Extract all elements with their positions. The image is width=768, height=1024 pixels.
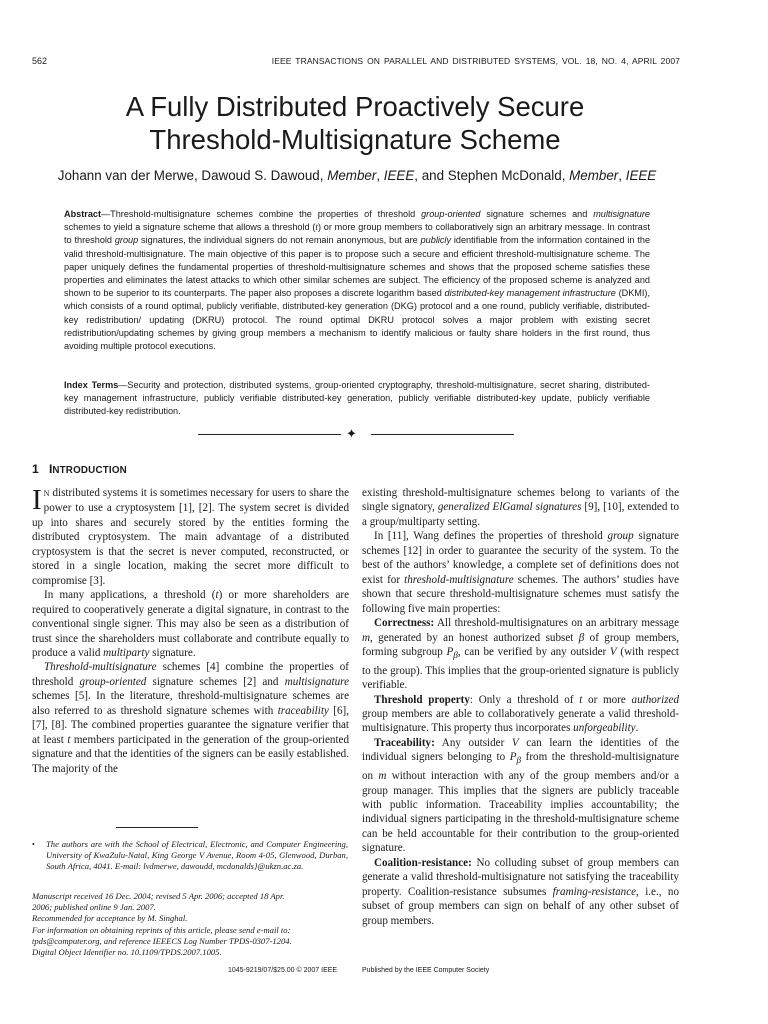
italic-term: multisignature: [284, 675, 349, 688]
paragraph-text: All threshold-multisignatures on an arbitrary message: [434, 617, 679, 630]
italic-term: multiparty: [103, 646, 150, 659]
abstract-italic: distributed-key management infrastructure: [444, 288, 616, 299]
footnote-line: Manuscript received 16 Dec. 2004; revised 5 Apr. 2006; accepted 18 Apr.: [32, 891, 285, 901]
footnote-bullet-icon: •: [32, 840, 35, 849]
section-heading: [32, 462, 127, 476]
italic-term: group-oriented: [79, 675, 147, 688]
paragraph-text: ) or more shareholders are required to cooperatively generate a digital signature, in contrast to the conventional single signer. This may also be seen as a distribution of trust since the shareholders must collaborate and contribute equally to produce a valid: [32, 589, 349, 659]
small-caps: N: [43, 489, 50, 498]
footnote-line: 2006; published online 9 Jan. 2007.: [32, 902, 156, 913]
paragraph-text: [9], [10], extended to a group/multiparty setting.: [362, 501, 679, 528]
paragraph-text: can learn the identities of the individual signers belonging to: [362, 736, 679, 764]
math-var: β: [578, 631, 585, 644]
paragraph-text: In many applications, a threshold (: [44, 589, 216, 602]
property-correctness: [362, 616, 679, 692]
title-line-2: Threshold-Multisignature Scheme: [149, 124, 561, 155]
math-var: P: [446, 645, 454, 658]
abstract-italic: group-oriented: [421, 209, 481, 219]
abstract-text: —Threshold-multisignature schemes combine the properties of threshold: [101, 209, 422, 219]
footnote-line: Digital Object Identifier no. 10.1109/TPDS.2007.1005.: [32, 947, 222, 958]
author-names-2: , and Stephen McDonald,: [414, 168, 570, 183]
copyright-footer: 1045-9219/07/$25.00 © 2007 IEEE: [228, 967, 338, 974]
math-var: P: [509, 751, 517, 764]
abstract-italic: group: [114, 235, 139, 246]
abstract-italic: multisignature: [593, 209, 650, 219]
italic-term: threshold-multisignature: [404, 573, 514, 586]
abstract-text: ) or more group members to collaboratively sign an arbitrary message. In contrast to threshold: [64, 222, 650, 246]
italic-term: authorized: [631, 693, 679, 706]
footnote-line: For information on obtaining reprints of this article, please send e-mail to:: [32, 924, 291, 935]
abstract-text: schemes to yield a signature scheme that allows a threshold (: [64, 222, 316, 233]
paragraph-text: without interaction with any of the group members and/or a group manager. This implies that the signers are publicly traceable with public information. Traceability implies accountability; the individual signers participating in the threshold-multisignature scheme can be held accountable for their contribution to the group-oriented signature.: [362, 770, 679, 855]
section-separator: [198, 428, 514, 442]
abstract-italic: publicly: [420, 235, 452, 246]
drop-cap: I: [32, 484, 42, 516]
left-column: [32, 486, 349, 776]
math-subscript: β: [453, 651, 458, 662]
paragraph-text: In [11], Wang defines the properties of threshold: [374, 530, 608, 543]
abstract-text: signature schemes and: [480, 209, 594, 219]
paragraph-text: schemes [4] combine the properties of threshold: [32, 661, 349, 688]
abstract-text: (DKMI), which consists of a round optimal, publicly verifiable, distributed-key generation (DKG) protocol and a one round, publicly verifiable, distributed-key redistribution/ updating (DKRU) protocol. The round optimal DKRU protocol solves a major problem with existing secret redistribution/updating schemes by giving group members a mechanism to identify malicious or faulty share holders in the first round, thus avoiding multiple protocol executions.: [64, 288, 650, 352]
math-subscript: β: [516, 756, 522, 767]
paragraph-text: (with respect to the group). This implies that the group-oriented signature is publicly verifiable.: [362, 645, 679, 692]
footnote-manuscript-info: [32, 891, 350, 958]
paragraph-text: from the threshold-multisignature on: [362, 751, 679, 783]
paragraph-text: signature schemes [12] in order to guarantee the security of the system. To the best of the authors’ knowledge, a complete set of definitions does not exist for: [362, 530, 679, 586]
math-var: t: [579, 693, 583, 706]
paragraph-text: members participated in the generation of the group-oriented signature and that the identities of the signers can be easily established. The majority of the: [32, 733, 349, 775]
index-terms-text: —Security and protection, distributed systems, group-oriented cryptography, threshold-multisignature, secret sharing, distributed-key management infrastructure, publicly verifiable distributed-key generation, publicly verifiable distributed-key update, publicly verifiable distributed-key redistribution.: [64, 380, 650, 417]
math-var: t: [215, 589, 219, 602]
italic-term: group: [607, 530, 634, 543]
paragraph-text: No colluding subset of group members can generate a valid threshold-multisignature not satisfying the traceability property. Coalition-resistance subsumes: [362, 856, 679, 898]
italic-term: framing-resistance: [552, 885, 637, 898]
section-title-cap: I: [48, 462, 53, 476]
footnote-line: tpds@computer.org, and reference IEEECS Log Number TPDS-0307-1204.: [32, 935, 292, 946]
property-label: Traceability:: [374, 736, 435, 749]
paragraph-text: : Only a threshold of: [469, 693, 580, 706]
paper-title: [0, 90, 710, 156]
property-label: Correctness:: [374, 617, 435, 630]
index-terms-label: Index Terms: [64, 380, 119, 390]
italic-term: generalized ElGamal signatures: [437, 501, 582, 514]
separator-rule-right: [371, 434, 514, 435]
paragraph-text: .: [635, 722, 639, 735]
member-label-1: Member: [327, 168, 377, 183]
property-threshold: [362, 693, 679, 736]
paragraph-text: existing threshold-multisignature schemes belong to variants of the single signatory,: [362, 487, 679, 514]
property-traceability: [362, 736, 679, 856]
paragraph-text: schemes. The authors’ studies have shown that secure threshold-multisignature schemes must satisfy the following five main properties:: [362, 573, 679, 615]
paragraph-text: , generated by an honest authorized subset: [370, 631, 579, 644]
paragraph-text: group members are able to collaboratively generate a valid threshold-multisignature. This property thus incorporates: [362, 708, 679, 735]
title-line-1: A Fully Distributed Proactively Secure: [125, 91, 585, 122]
footnote-rule: [116, 827, 198, 828]
abstract-text: identifiable from the information contained in the valid threshold-multisignature. The main objective of this paper is to propose such a secure and efficient threshold-multisignature scheme. The paper uniquely defines the fundamental properties of threshold-multisignature schemes and shows that the proposed scheme satisfies these properties and eliminates the latest attacks to which other similar schemes are subject. The efficiency of the proposed scheme is analyzed and shown to be superior to its counterparts. The paper also proposes a discrete logarithm based: [64, 235, 651, 299]
math-var: m: [362, 631, 371, 644]
abstract-label: Abstract: [64, 209, 102, 219]
section-number: 1: [32, 462, 39, 476]
paragraph-text: or more: [582, 693, 632, 706]
member-label-2: Member: [569, 168, 619, 183]
paragraph: [32, 588, 349, 660]
paragraph: [362, 486, 679, 529]
publisher-footer: Published by the IEEE Computer Society: [362, 967, 490, 974]
math-var: m: [378, 770, 387, 783]
separator-rule-left: [198, 434, 341, 435]
paragraph-text: , i.e., no subset of group members can sign on behalf of any other subset of group members.: [362, 885, 679, 927]
paragraph-text: schemes [5]. In the literature, threshold-multisignature schemes are also referred to as threshold signature schemes with: [32, 690, 349, 717]
author-list: Johann van der Merwe, Dawoud S. Dawoud, Member, IEEE, and Stephen McDonald, Member, IEEE: [57, 168, 657, 183]
math-var: t: [315, 222, 318, 233]
italic-term: unforgeability: [573, 722, 636, 735]
paragraph-text: of group members, forming subgroup: [362, 631, 679, 658]
running-header: IEEE TRANSACTIONS ON PARALLEL AND DISTRIBUTED SYSTEMS, VOL. 18, NO. 4, APRIL 2007: [271, 56, 680, 66]
math-var: t: [67, 733, 71, 746]
section-title-rest: NTRODUCTION: [52, 465, 127, 476]
paragraph: [32, 486, 349, 588]
abstract: [64, 208, 650, 353]
paragraph-text: signature schemes [2] and: [146, 675, 285, 688]
paragraph-text: , can be verified by any outsider: [457, 645, 610, 658]
separator-diamond-icon: ✦: [346, 426, 357, 441]
property-coalition-resistance: [362, 856, 679, 928]
property-label: Coalition-resistance:: [374, 856, 472, 869]
italic-term: Threshold-multisignature: [44, 661, 157, 674]
paragraph: [32, 660, 349, 776]
paragraph-text: signature.: [149, 646, 196, 659]
paragraph: [362, 529, 679, 616]
page-number: 562: [32, 56, 48, 66]
footnote-line: Recommended for acceptance by M. Singhal.: [32, 913, 188, 924]
ieee-label-1: IEEE: [383, 168, 415, 183]
index-terms: [64, 379, 650, 419]
property-label: Threshold property: [374, 693, 470, 706]
abstract-text: signatures, the individual signers do not remain anonymous, but are: [138, 235, 421, 246]
footnote-affiliation: The authors are with the School of Electrical, Electronic, and Computer Engineering, University of KwaZulu-Natal, King George V Avenue, Room 4-05, Glenwood, Durban, South Africa, 4041. E-mail: lvdmerwe, dawoudd, mcdonalds}@ukzn.ac.za.: [46, 839, 348, 872]
right-column: [362, 486, 679, 928]
math-var: V: [511, 736, 519, 749]
paragraph-text: distributed systems it is sometimes necessary for users to share the power to use a cryptosystem [1], [2]. The system secret is divided up into shares and securely stored by the entities forming the distributed cryptosystem. The main advantage of a distributed cryptosystem is that the secret is never computed, reconstructed, or stored in a single location, making the secret more difficult to compromise [3].: [32, 487, 349, 587]
math-var: V: [609, 645, 617, 658]
author-names-1: Johann van der Merwe, Dawoud S. Dawoud,: [57, 168, 328, 183]
italic-term: traceability: [277, 704, 329, 717]
paragraph-text: Any outsider: [434, 736, 512, 749]
paragraph-text: [6], [7], [8]. The combined properties guarantee the signature verifier that at least: [32, 704, 350, 746]
ieee-label-2: IEEE: [625, 168, 657, 183]
